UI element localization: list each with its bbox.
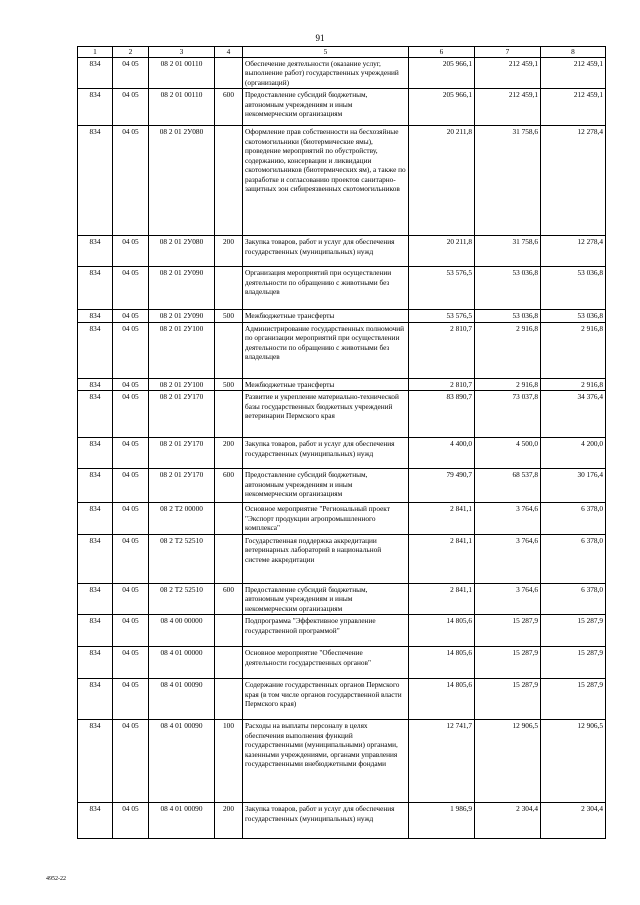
table-cell-7: 31 758,6 (475, 126, 541, 236)
table-cell-4: 200 (215, 236, 243, 267)
table-cell-6: 4 400,0 (409, 438, 475, 469)
table-cell-4 (215, 267, 243, 310)
table-cell-7: 15 287,9 (475, 679, 541, 720)
table-cell-7: 53 036,8 (475, 310, 541, 323)
table-row (78, 583, 606, 615)
table-cell-2: 04 05 (113, 57, 149, 89)
table-cell-3: 08 2 01 2У170 (149, 438, 215, 469)
table-cell-3: 08 4 00 00000 (149, 615, 215, 647)
table-cell-6: 205 966,1 (409, 89, 475, 126)
table-cell-4: 600 (215, 583, 243, 615)
table-cell-2: 04 05 (113, 534, 149, 583)
column-header: 2 (113, 47, 149, 58)
table-cell-5: Межбюджетные трансферты (243, 310, 409, 323)
column-header: 7 (475, 47, 541, 58)
column-header: 1 (78, 47, 113, 58)
table-cell-4: 200 (215, 438, 243, 469)
table-cell-4 (215, 322, 243, 378)
table-cell-7: 212 459,1 (475, 57, 541, 89)
table-cell-6: 20 211,8 (409, 126, 475, 236)
table-cell-3: 08 2 01 2У080 (149, 236, 215, 267)
table-cell-4 (215, 615, 243, 647)
table-cell-8: 6 378,0 (541, 534, 606, 583)
column-header: 6 (409, 47, 475, 58)
table-cell-1: 834 (78, 720, 113, 803)
table-cell-1: 834 (78, 615, 113, 647)
table-cell-2: 04 05 (113, 438, 149, 469)
table-row (78, 322, 606, 378)
table-cell-8: 212 459,1 (541, 57, 606, 89)
table-cell-8: 15 287,9 (541, 679, 606, 720)
table-cell-5: Закупка товаров, работ и услуг для обеспечения государственных (муниципальных) нужд (243, 438, 409, 469)
table-cell-5: Основное мероприятие "Обеспечение деятельности государственных органов" (243, 647, 409, 679)
table-cell-8: 12 906,5 (541, 720, 606, 803)
table-row (78, 469, 606, 503)
table-cell-3: 08 4 01 00090 (149, 720, 215, 803)
table-cell-4 (215, 647, 243, 679)
table-cell-7: 31 758,6 (475, 236, 541, 267)
table-cell-1: 834 (78, 391, 113, 438)
table-cell-8: 212 459,1 (541, 89, 606, 126)
table-cell-6: 79 490,7 (409, 469, 475, 503)
table-cell-3: 08 2 01 2У080 (149, 126, 215, 236)
table-cell-7: 12 906,5 (475, 720, 541, 803)
table-cell-2: 04 05 (113, 679, 149, 720)
table-cell-6: 2 810,7 (409, 378, 475, 391)
column-header: 5 (243, 47, 409, 58)
table-cell-4: 100 (215, 720, 243, 803)
table-cell-3: 08 4 01 00090 (149, 803, 215, 839)
table-cell-6: 83 890,7 (409, 391, 475, 438)
table-cell-2: 04 05 (113, 503, 149, 535)
header-row (78, 47, 606, 58)
table-cell-1: 834 (78, 89, 113, 126)
table-cell-5: Развитие и укрепление материально-технической базы государственных бюджетных учреждений ветеринарии Пермского края (243, 391, 409, 438)
table-cell-6: 12 741,7 (409, 720, 475, 803)
table-cell-7: 2 916,8 (475, 378, 541, 391)
table-cell-4: 500 (215, 310, 243, 323)
table-cell-8: 53 036,8 (541, 310, 606, 323)
table-cell-3: 08 2 01 2У100 (149, 322, 215, 378)
table-cell-8: 34 376,4 (541, 391, 606, 438)
table-cell-8: 15 287,9 (541, 647, 606, 679)
table-cell-1: 834 (78, 378, 113, 391)
table-cell-5: Подпрограмма "Эффективное управление государственной программой" (243, 615, 409, 647)
table-cell-8: 2 304,4 (541, 803, 606, 839)
table-cell-3: 08 2 01 2У170 (149, 469, 215, 503)
table-cell-1: 834 (78, 310, 113, 323)
footer-code: 4952-22 (46, 876, 66, 882)
table-cell-2: 04 05 (113, 803, 149, 839)
column-header: 4 (215, 47, 243, 58)
table-row (78, 310, 606, 323)
table-cell-5: Администрирование государственных полномочий по организации мероприятий при осуществлении деятельности по обращению с животными без владельцев (243, 322, 409, 378)
table-row (78, 267, 606, 310)
table-row (78, 438, 606, 469)
table-cell-3: 08 4 01 00090 (149, 679, 215, 720)
table-cell-3: 08 2 Т2 52510 (149, 583, 215, 615)
table-cell-1: 834 (78, 647, 113, 679)
table-cell-4 (215, 503, 243, 535)
table-cell-2: 04 05 (113, 89, 149, 126)
table-cell-6: 53 576,5 (409, 310, 475, 323)
table-cell-5: Обеспечение деятельности (оказание услуг, выполнение работ) государственных учреждений (организаций) (243, 57, 409, 89)
table-cell-5: Расходы на выплаты персоналу в целях обеспечения выполнения функций государственными (муниципальными) органами, казенными учреждениями, органами управления государственными внебюджетными фондами (243, 720, 409, 803)
table-cell-5: Государственная поддержка аккредитации ветеринарных лабораторий в национальной системе аккредитации (243, 534, 409, 583)
table-cell-1: 834 (78, 469, 113, 503)
table-cell-8: 12 278,4 (541, 126, 606, 236)
table-row (78, 720, 606, 803)
table-cell-8: 2 916,8 (541, 378, 606, 391)
table-cell-6: 1 986,9 (409, 803, 475, 839)
table-cell-7: 3 764,6 (475, 534, 541, 583)
table-cell-1: 834 (78, 126, 113, 236)
table-cell-2: 04 05 (113, 615, 149, 647)
table-cell-6: 14 805,6 (409, 647, 475, 679)
table-cell-6: 2 841,1 (409, 534, 475, 583)
table-row (78, 803, 606, 839)
table-cell-1: 834 (78, 57, 113, 89)
table-cell-3: 08 2 01 2У170 (149, 391, 215, 438)
table-cell-8: 2 916,8 (541, 322, 606, 378)
table-cell-7: 3 764,6 (475, 583, 541, 615)
table-cell-6: 2 810,7 (409, 322, 475, 378)
table-cell-1: 834 (78, 438, 113, 469)
table-cell-8: 53 036,8 (541, 267, 606, 310)
table-cell-7: 15 287,9 (475, 615, 541, 647)
table-row (78, 126, 606, 236)
table-cell-3: 08 2 Т2 00000 (149, 503, 215, 535)
table-cell-6: 2 841,1 (409, 583, 475, 615)
table-cell-6: 20 211,8 (409, 236, 475, 267)
table-cell-8: 4 200,0 (541, 438, 606, 469)
table-cell-8: 6 378,0 (541, 503, 606, 535)
table-cell-2: 04 05 (113, 267, 149, 310)
table-cell-7: 73 037,8 (475, 391, 541, 438)
table-cell-6: 53 576,5 (409, 267, 475, 310)
table-cell-7: 2 916,8 (475, 322, 541, 378)
table-cell-5: Организация мероприятий при осуществлении деятельности по обращению с животными без владельцев (243, 267, 409, 310)
table-cell-7: 212 459,1 (475, 89, 541, 126)
table-cell-1: 834 (78, 267, 113, 310)
table-cell-2: 04 05 (113, 236, 149, 267)
table-row (78, 391, 606, 438)
table-cell-6: 14 805,6 (409, 615, 475, 647)
table-cell-5: Предоставление субсидий бюджетным, автономным учреждениям и иным некоммерческим организациям (243, 89, 409, 126)
table-cell-4: 500 (215, 378, 243, 391)
table-cell-3: 08 2 01 2У090 (149, 267, 215, 310)
table-cell-7: 53 036,8 (475, 267, 541, 310)
table-cell-7: 3 764,6 (475, 503, 541, 535)
table-cell-4: 200 (215, 803, 243, 839)
table-cell-2: 04 05 (113, 378, 149, 391)
budget-table (77, 46, 606, 839)
table-cell-3: 08 2 01 00110 (149, 57, 215, 89)
table-cell-7: 68 537,8 (475, 469, 541, 503)
table-row (78, 534, 606, 583)
table-row (78, 378, 606, 391)
table-cell-6: 205 966,1 (409, 57, 475, 89)
table-cell-5: Закупка товаров, работ и услуг для обеспечения государственных (муниципальных) нужд (243, 236, 409, 267)
table-cell-8: 30 176,4 (541, 469, 606, 503)
table-row (78, 89, 606, 126)
table-cell-2: 04 05 (113, 126, 149, 236)
table-cell-1: 834 (78, 534, 113, 583)
table-row (78, 503, 606, 535)
table-cell-5: Предоставление субсидий бюджетным, автономным учреждениям и иным некоммерческим организациям (243, 469, 409, 503)
table-cell-2: 04 05 (113, 310, 149, 323)
table-cell-4: 600 (215, 89, 243, 126)
table-cell-1: 834 (78, 583, 113, 615)
table-cell-2: 04 05 (113, 583, 149, 615)
table-cell-2: 04 05 (113, 720, 149, 803)
table-cell-6: 2 841,1 (409, 503, 475, 535)
table-cell-2: 04 05 (113, 647, 149, 679)
table-row (78, 615, 606, 647)
page-number: 91 (315, 33, 325, 43)
table-row (78, 647, 606, 679)
table-cell-5: Межбюджетные трансферты (243, 378, 409, 391)
table-cell-3: 08 2 01 00110 (149, 89, 215, 126)
table-cell-5: Предоставление субсидий бюджетным, автономным учреждениям и иным некоммерческим организациям (243, 583, 409, 615)
table-cell-4 (215, 57, 243, 89)
table-cell-5: Основное мероприятие "Региональный проект "Экспорт продукции агропромышленного комплекса" (243, 503, 409, 535)
table-cell-2: 04 05 (113, 391, 149, 438)
table-cell-2: 04 05 (113, 469, 149, 503)
table-cell-8: 15 287,9 (541, 615, 606, 647)
table-cell-7: 4 500,0 (475, 438, 541, 469)
table-cell-8: 12 278,4 (541, 236, 606, 267)
table-cell-4: 600 (215, 469, 243, 503)
table-cell-7: 2 304,4 (475, 803, 541, 839)
table-cell-3: 08 2 01 2У100 (149, 378, 215, 391)
table-cell-8: 6 378,0 (541, 583, 606, 615)
table-row (78, 236, 606, 267)
table-cell-5: Оформление прав собственности на бесхозяйные скотомогильники (биотермические ямы), проведение мероприятий по обустройству, содержанию, консервации и ликвидации скотомогильников (биотермических ям), а также по разработке и согласованию проектов санитарно-защитных зон сибиреязвенных скотомогильников (243, 126, 409, 236)
table-cell-4 (215, 679, 243, 720)
table-cell-1: 834 (78, 803, 113, 839)
table-cell-1: 834 (78, 236, 113, 267)
table-cell-4 (215, 126, 243, 236)
table-cell-3: 08 2 01 2У090 (149, 310, 215, 323)
table-cell-4 (215, 391, 243, 438)
column-header: 8 (541, 47, 606, 58)
table-cell-4 (215, 534, 243, 583)
table-cell-6: 14 805,6 (409, 679, 475, 720)
table-cell-2: 04 05 (113, 322, 149, 378)
table-cell-3: 08 4 01 00000 (149, 647, 215, 679)
table-cell-5: Закупка товаров, работ и услуг для обеспечения государственных (муниципальных) нужд (243, 803, 409, 839)
column-header: 3 (149, 47, 215, 58)
table-cell-1: 834 (78, 322, 113, 378)
table-cell-1: 834 (78, 679, 113, 720)
table-cell-1: 834 (78, 503, 113, 535)
table-cell-3: 08 2 Т2 52510 (149, 534, 215, 583)
table-row (78, 679, 606, 720)
table-cell-7: 15 287,9 (475, 647, 541, 679)
table-row (78, 57, 606, 89)
table-cell-5: Содержание государственных органов Пермского края (в том числе органов государственной власти Пермского края) (243, 679, 409, 720)
